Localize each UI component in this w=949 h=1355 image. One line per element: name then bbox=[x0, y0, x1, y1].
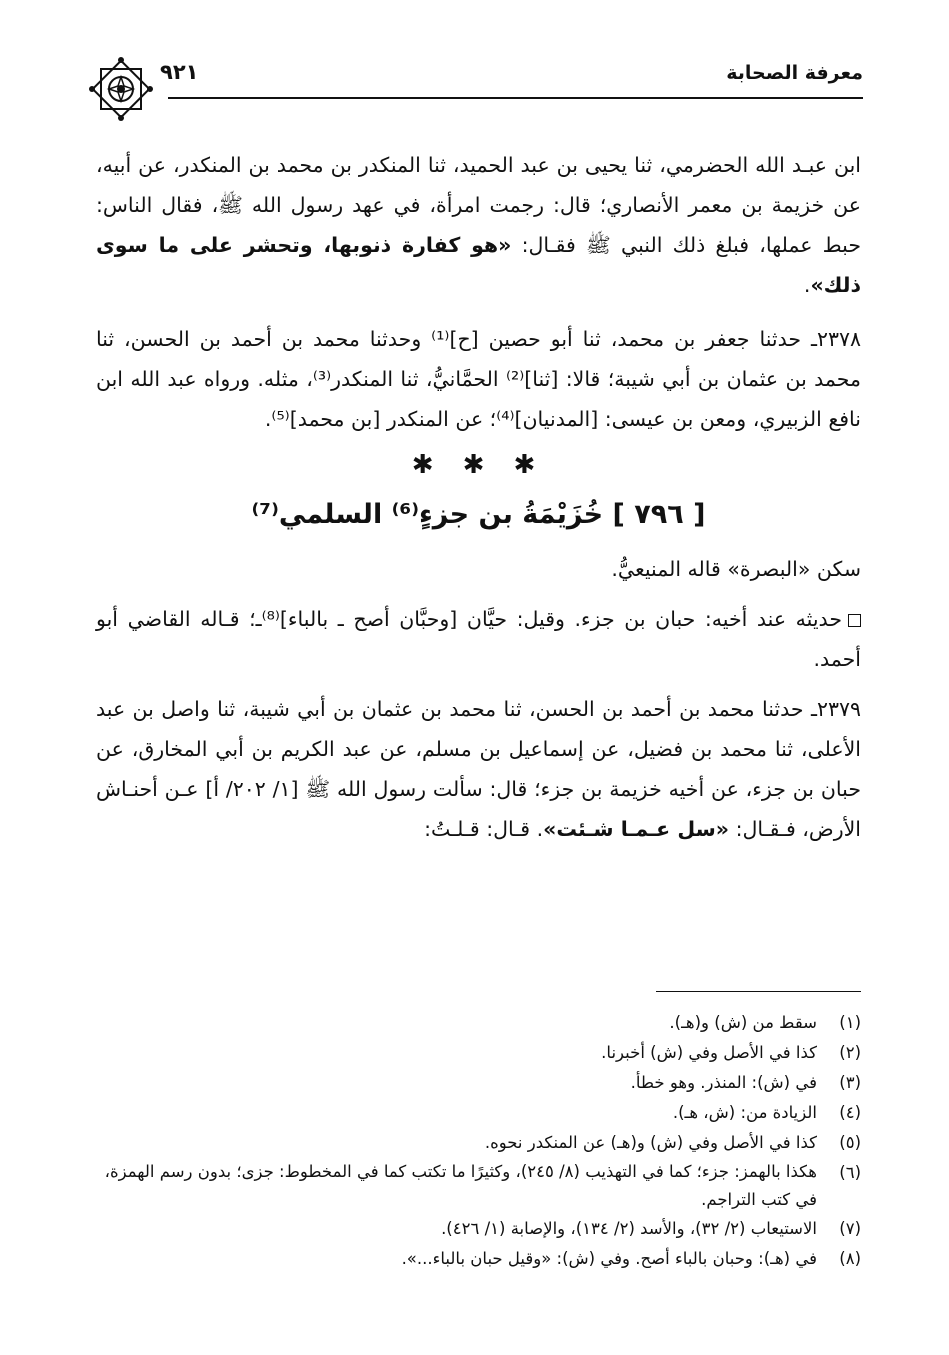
footnote-number: (٥) bbox=[839, 1133, 861, 1152]
footnote-number: (٧) bbox=[839, 1219, 861, 1238]
section-separator: ✱ ✱ ✱ bbox=[411, 450, 546, 480]
footnote-6 bbox=[90, 1158, 861, 1214]
footnote-4 bbox=[90, 1098, 861, 1128]
footnote-text: الزيادة من: (ش، هـ). bbox=[672, 1103, 817, 1122]
footnote-text: سقط من (ش) و(هـ). bbox=[669, 1013, 817, 1032]
book-title: معرفة الصحابة bbox=[726, 62, 863, 84]
footnote-text: كذا في الأصل وفي (ش) أخبرنا. bbox=[601, 1043, 817, 1062]
footnote-number: (٦) bbox=[839, 1163, 861, 1182]
footnote-text: كذا في الأصل وفي (ش) و(هـ) عن المنكدر نحوه. bbox=[484, 1133, 817, 1152]
footnote-1 bbox=[90, 1008, 861, 1038]
paragraph-1-text: ابن عبـد الله الحضرمي، ثنا يحيى بن عبد الحميد، ثنا المنكدر بن محمد بن المنكدر، عن أبيه، عن خزيمة بن معمر الأنصاري؛ قال: رجمت امرأة، في عهد رسول الله ﷺ، فقال الناس: حبط عملها، فبلغ ذلك النبي ﷺ فقـال: bbox=[96, 153, 861, 257]
hadith-quote-1: «هو كفارة ذنوبها، وتحشر على ما سوى ذلك» bbox=[96, 233, 861, 297]
footnote-rule bbox=[656, 991, 861, 992]
paragraph-5-text: ٢٣٧٩ـ حدثنا محمد بن أحمد بن الحسن، ثنا محمد بن عثمان بن أبي شيبة، ثنا واصل بن عبد الأعلى، ثنا محمد بن فضيل، عن إسماعيل بن مسلم، عن عبد الكريم بن أبي المخارق، عن حبان بن جزء، عن أخيه خزيمة بن جزء؛ قال: سألت رسول الله ﷺ [١/ ٢٠٢/ أ] عـن أحنـاش الأرض، فـقـال: bbox=[96, 697, 861, 841]
hadith-quote-2: «سل عـمـا شـئت» bbox=[543, 817, 730, 841]
entry-heading: [ ٧٩٦ ] خُزَيْمَةُ بن جزءٍ⁽⁶⁾ السلمي⁽⁷⁾ bbox=[251, 499, 706, 530]
paragraph-1 bbox=[96, 145, 861, 305]
footnote-5 bbox=[90, 1128, 861, 1158]
square-bullet-icon bbox=[848, 614, 861, 627]
footnote-number: (٨) bbox=[839, 1249, 861, 1268]
paragraph-3: سكن «البصرة» قاله المنيعيُّ. bbox=[611, 557, 861, 581]
footnote-number: (٣) bbox=[839, 1073, 861, 1092]
paragraph-5 bbox=[96, 689, 861, 849]
page-number: ٩٢١ bbox=[160, 60, 199, 84]
footnote-text: هكذا بالهمز: جزء؛ كما في التهذيب (٨/ ٢٤٥)، وكثيرًا ما تكتب كما في المخطوط: جزى؛ بدون رسم الهمزة، في كتب التراجم. bbox=[104, 1162, 817, 1209]
paragraph-2: ٢٣٧٨ـ حدثنا جعفر بن محمد، ثنا أبو حصين [ح]⁽¹⁾ وحدثنا محمد بن أحمد بن الحسن، ثنا محمد بن عثمان بن أبي شيبة؛ قالا: [ثنا]⁽²⁾ الحمَّانيُّ، ثنا المنكدر⁽³⁾، مثله. ورواه عبد الله ابن نافع الزبيري، ومعن بن عيسى: [المدنيان]⁽⁴⁾؛ عن المنكدر [بن محمد]⁽⁵⁾. bbox=[96, 327, 861, 431]
footnote-number: (٢) bbox=[839, 1043, 861, 1062]
footnote-text: في (هـ): وحبان بالباء أصح. وفي (ش): «وقيل حبان بالباء...». bbox=[401, 1249, 817, 1268]
paragraph-4 bbox=[96, 599, 861, 679]
footnotes bbox=[90, 1008, 861, 1274]
footnote-8 bbox=[90, 1244, 861, 1274]
header-rule bbox=[168, 97, 863, 99]
footnote-7 bbox=[90, 1214, 861, 1244]
page-header bbox=[90, 58, 863, 104]
footnote-2 bbox=[90, 1038, 861, 1068]
footnote-text: الاستيعاب (٢/ ٣٢)، والأسد (٢/ ١٣٤)، والإصابة (١/ ٤٢٦). bbox=[441, 1219, 817, 1238]
footnote-number: (١) bbox=[839, 1013, 861, 1032]
footnote-number: (٤) bbox=[839, 1103, 861, 1122]
paragraph-4-text: حديثه عند أخيه: حبان بن جزء. وقيل: حيَّان [وحبَّان أصح ـ بالباء]⁽⁸⁾ـ؛ قـاله القاضي أبو أحمد. bbox=[96, 607, 861, 671]
paragraph-1-end: . bbox=[803, 273, 811, 297]
footnote-text: في (ش): المنذر. وهو خطأ. bbox=[630, 1073, 817, 1092]
main-text bbox=[96, 145, 861, 849]
ornament-icon bbox=[88, 56, 154, 122]
paragraph-5-end: . قـال: قـلـتُ: bbox=[424, 817, 544, 841]
footnote-3 bbox=[90, 1068, 861, 1098]
